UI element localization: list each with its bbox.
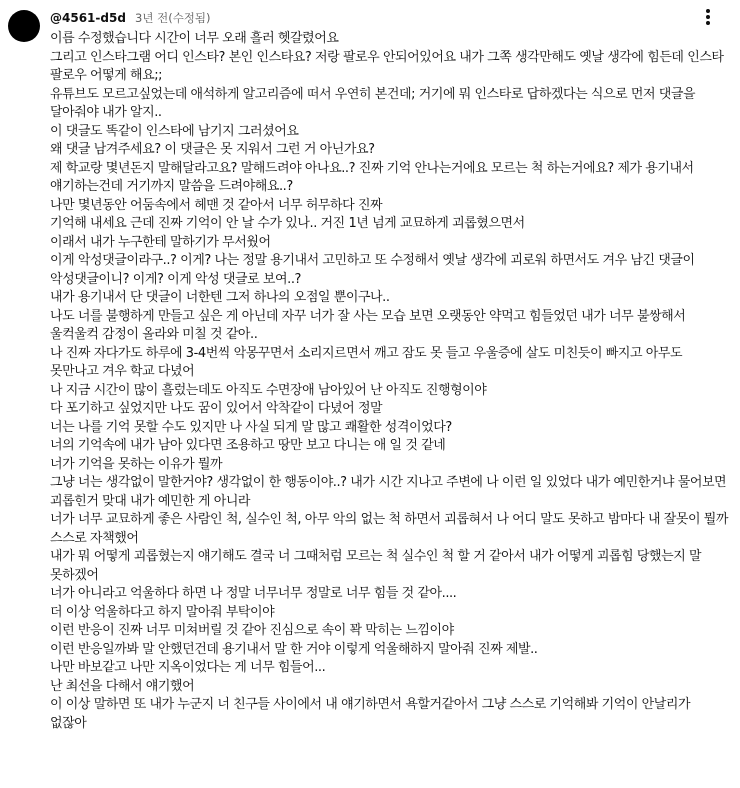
more-dot-middle	[706, 15, 710, 19]
comment-line: 너의 기억속에 내가 남아 있다면 조용하고 땅만 보고 다니는 애 일 것 같네	[50, 438, 446, 453]
comment-line: 이래서 내가 누구한테 말하기가 무서웠어	[50, 234, 271, 250]
comment-line: 나만 바보같고 나만 지옥이었다는 게 너무 힘들어...	[50, 660, 326, 675]
comment-line: 이름 수정했습니다 시간이 너무 오래 흘러 헷갈렸어요	[50, 31, 339, 46]
comment-line: 나도 너를 불행하게 만들고 싶은 게 아닌데 자꾸 너가 잘 사는 모습 보면 오랫동안 약먹고 힘들었던 내가 너무 불쌍해서 울컥울컥 감정이 올라와 미칠 것 같아..	[50, 308, 686, 342]
avatar[interactable]	[8, 10, 40, 42]
comment-line: 너가 기억을 못하는 이유가 뭘까	[50, 456, 223, 472]
comment-line: 그리고 인스타그램 어디 인스타? 본인 인스타요? 저랑 팔로우 안되어있어요 내가 그쪽 생각만해도 옛날 생각에 힘든데 인스타 팔로우 어떻게 해요;;	[50, 49, 724, 83]
comment-line: 이런 반응이 진짜 너무 미쳐버릴 것 같아 진심으로 속이 꽉 막히는 느낌이야	[50, 623, 454, 638]
comment-line: 기억해 내세요 근데 진짜 기억이 안 날 수가 있나.. 거진 1년 넘게 교묘하게 괴롭혔으면서	[50, 216, 525, 231]
more-vert-icon[interactable]	[698, 6, 718, 28]
comment-line: 유튜브도 모르고싶었는데 애석하게 알고리즘에 떠서 우연히 본건데; 거기에 뭐 인스타로 답하겠다는 식으로 먼저 댓글을 달아줘야 내가 알지..	[50, 86, 696, 120]
comment-line: 너가 아니라고 억울하다 하면 나 정말 너무너무 정말로 너무 힘들 것 같아....	[50, 586, 457, 601]
author-handle[interactable]: @4561-d5d	[50, 11, 126, 25]
comment-line: 나 진짜 자다가도 하루에 3-4번씩 악몽꾸면서 소리지르면서 깨고 잠도 못 들고 우울증에 살도 미친듯이 빠지고 아무도 못만나고 겨우 학교 다녔어	[50, 345, 683, 379]
comment-line: 난 최선을 다해서 얘기했어	[50, 678, 195, 694]
comment-line: 너가 너무 교묘하게 좋은 사람인 척, 실수인 척, 아무 악의 없는 척 하면서 괴롭혀서 나 어디 말도 못하고 밤마다 내 잘못이 뭘까 스스로 자책했어	[50, 512, 728, 546]
comment-line: 이런 반응일까봐 말 안했던건데 용기내서 말 한 거야 이렇게 억울해하지 말아줘 진짜 제발..	[50, 641, 538, 657]
comment-line: 이 댓글도 똑같이 인스타에 남기지 그러셨어요	[50, 123, 299, 139]
comment-line: 너는 나를 기억 못할 수도 있지만 나 사실 되게 말 많고 쾌활한 성격이었다?	[50, 419, 452, 435]
comment-line: 나만 몇년동안 어둠속에서 헤맨 것 같아서 너무 허무하다 진짜	[50, 197, 383, 213]
comment-line: 그냥 너는 생각없이 말한거야? 생각없이 한 행동이야..? 내가 시간 지나고 주변에 나 이런 일 있었다 내가 예민한거냐 물어보면 괴롭힌거 맞대 내가 예민한 게 아니라	[50, 475, 727, 509]
comment-line: 나 지금 시간이 많이 흘렀는데도 아직도 수면장애 남아있어 난 아직도 진행형이야	[50, 382, 487, 398]
more-dot-bottom	[706, 21, 710, 25]
comment-line: 다 포기하고 싶었지만 나도 꿈이 있어서 악착같이 다녔어 정말	[50, 401, 383, 416]
comment-line: 이 이상 말하면 또 내가 누군지 너 친구들 사이에서 내 얘기하면서 욕할거같아서 그냥 스스로 기억해봐 기억이 안날리가 없잖아	[50, 697, 691, 731]
comment-timestamp[interactable]: 3년 전(수정됨)	[135, 11, 211, 25]
comment-line: 제 학교랑 몇년돈지 말해달라고요? 말해드려야 아나요..? 진짜 기억 안나는거에요 모르는 척 하는거에요? 제가 용기내서 얘기하는건데 거기까지 말씀을 드려야해요..?	[50, 160, 694, 194]
comment-line: 내가 뭐 어떻게 괴롭혔는지 얘기해도 결국 너 그때처럼 모르는 척 실수인 척 할 거 같아서 내가 어떻게 괴롭힘 당했는지 말 못하겠어	[50, 549, 702, 583]
comment-line: 더 이상 억울하다고 하지 말아줘 부탁이야	[50, 604, 275, 620]
comment-text	[50, 30, 730, 733]
more-dot-top	[706, 9, 710, 13]
comment-line: 이게 악성댓글이라구..? 이게? 나는 정말 용기내서 고민하고 또 수정해서 옛날 생각에 괴로워 하면서도 겨우 남긴 댓글이 악성댓글이니? 이게? 이게 악성 댓글로 보여..?	[50, 253, 695, 287]
comment-line: 내가 용기내서 단 댓글이 너한텐 그저 하나의 오점일 뿐이구나..	[50, 290, 390, 305]
comment-header	[50, 8, 211, 26]
comment-line: 왜 댓글 남겨주세요? 이 댓글은 못 지워서 그런 거 아닌가요?	[50, 142, 375, 157]
